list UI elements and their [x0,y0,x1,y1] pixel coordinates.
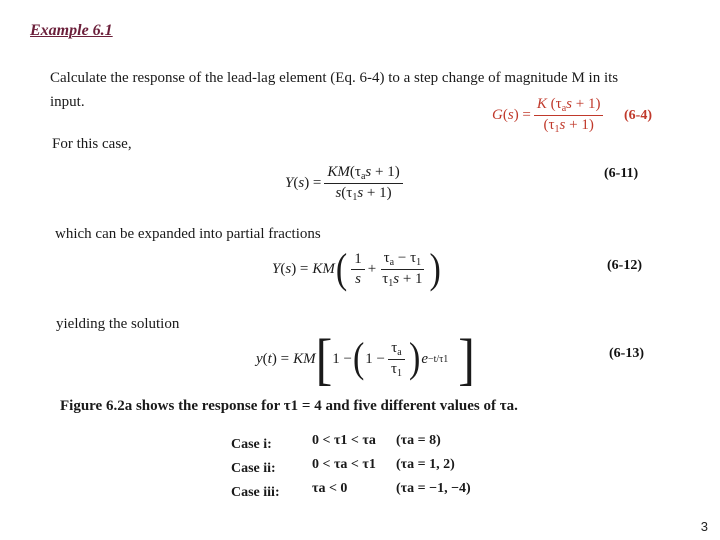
case-1-condition: 0 < τ1 < τa [312,433,376,448]
case-3-values: (τa = −1, −4) [396,481,471,496]
intro-text-line1: Calculate the response of the lead-lag element (Eq. 6-4) to a step change of magnitude M in its [50,70,619,86]
partial-fractions-text: which can be expanded into partial fractions [55,226,321,242]
page-number: 3 [700,519,708,534]
equation-6-4: G ( s ) = $\frac{K (\tau_as + 1)}{(\tau_1s + 1)}$ [492,96,606,135]
case-3-condition: τa < 0 [312,481,348,496]
equation-number-6-4: (6-4) [624,108,652,123]
equation-number-6-13: (6-13) [609,346,644,361]
figure-description-text: Figure 6.2a shows the response for τ1 = 4 and five different values of τa. [60,398,518,414]
equation-6-11: Y ( s ) = $\frac{KM(\tau_as + 1)}{s(\tau_1s + 1)}$ [285,164,406,203]
example-title: Example 6.1 [30,22,113,39]
equation-number-6-12: (6-12) [607,258,642,273]
case-2-values: (τa = 1, 2) [396,457,455,472]
case-1-values: (τa = 8) [396,433,441,448]
case-2-label: Case ii: [231,461,276,476]
equation-6-12: Y ( s ) = KM ( $\frac{1}{s}$ + $\frac{\tau_a - \tau_1}{\tau_1s + 1}$ ) [272,245,441,292]
case-3-label: Case iii: [231,485,280,500]
equation-number-6-11: (6-11) [604,166,639,181]
yielding-solution-text: yielding the solution [56,316,180,332]
intro-text-line2: input. [50,94,85,110]
case-2-condition: 0 < τa < τ1 [312,457,376,472]
equation-6-13: y ( t ) = KM [ 1 − ( 1 − $\frac{\tau_a}{\tau_1}$ ) e −t/τ1 ] [256,326,475,392]
case-1-label: Case i: [231,437,272,452]
for-this-case-text: For this case, [52,136,132,152]
